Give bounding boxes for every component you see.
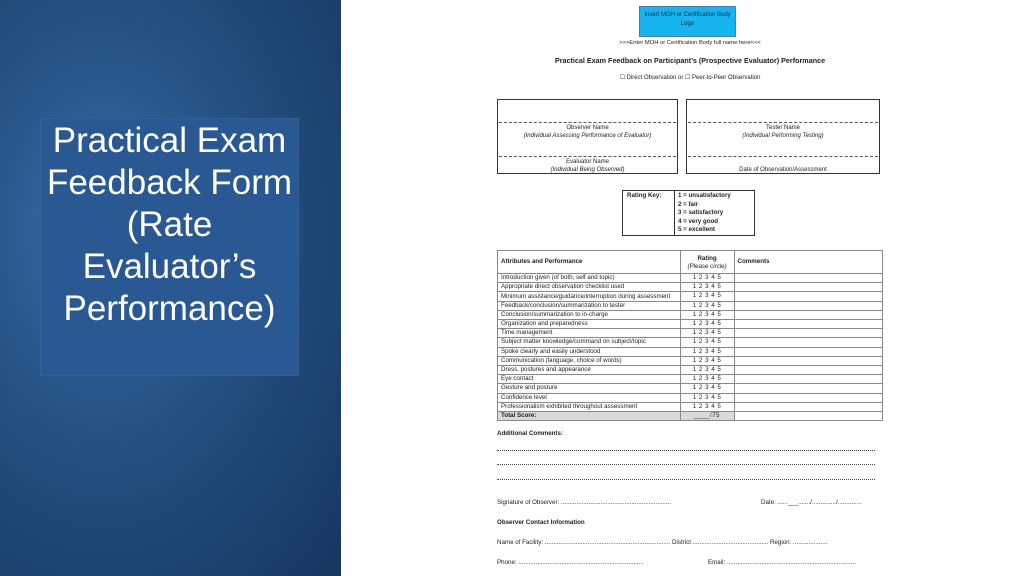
total-score-label: Total Score: [498, 412, 681, 421]
comment-cell[interactable] [734, 338, 882, 347]
logo-placeholder: Insert MOH or Certification Body Logo [639, 6, 736, 37]
date-field[interactable]: Date: ......___......./............../.............. [761, 499, 862, 506]
table-row [498, 329, 883, 338]
row-attribute: Conclusion/summarization to in-charge [498, 310, 681, 319]
row-attribute: Professionalism exhibited throughout assessment [498, 402, 681, 411]
table-row [498, 338, 883, 347]
form-subheader: >>>Enter MOH or Certification Body full name here<<< [619, 40, 761, 46]
divider [499, 156, 676, 157]
table-row [498, 384, 883, 393]
observation-type: ☐ Direct Observation or ☐ Peer-to-Peer Observation [619, 75, 761, 81]
comment-cell[interactable] [734, 402, 882, 411]
comment-cell[interactable] [734, 292, 882, 301]
rating-scale[interactable]: 1 2 3 4 5 [680, 283, 734, 292]
date-of-observation-label: Date of Observation/Assessment [739, 167, 827, 173]
tester-name-label: Tester Name [765, 125, 800, 131]
rating-scale[interactable]: 1 2 3 4 5 [680, 292, 734, 301]
row-attribute: Minimum assistance/guidance/interruption during assessment [498, 292, 681, 301]
col-header-rating [680, 251, 734, 274]
tester-name-sub: (Individual Performing Testing) [742, 133, 824, 139]
comment-cell[interactable] [734, 375, 882, 384]
rating-key-item: 3 = satisfactory [678, 209, 724, 217]
comment-cell[interactable] [734, 274, 882, 283]
comment-cell[interactable] [734, 310, 882, 319]
title-box [40, 118, 299, 376]
row-attribute: Eye contact [498, 375, 681, 384]
table-row [498, 283, 883, 292]
email-field[interactable]: Email: ........................................................................... [708, 559, 856, 566]
table-row [498, 356, 883, 365]
table-row [498, 347, 883, 356]
observer-name-sub: (Individual Assessing Performance of Evaluator) [523, 133, 652, 139]
additional-comments-label: Additional Comments: [497, 430, 563, 437]
table-row [498, 393, 883, 402]
table-row [498, 301, 883, 310]
comment-cell[interactable] [734, 356, 882, 365]
col-header-attributes: Attributes and Performance [498, 251, 681, 274]
row-attribute: Subject matter knowledge/command on subject/topic [498, 338, 681, 347]
col-header-comments: Comments [734, 251, 882, 274]
rating-scale[interactable]: 1 2 3 4 5 [680, 356, 734, 365]
divider [688, 156, 878, 157]
comment-cell[interactable] [734, 347, 882, 356]
rating-key-item: 5 = excellent [678, 226, 715, 234]
total-score-value[interactable]: ____/75 [680, 412, 734, 421]
rating-scale[interactable]: 1 2 3 4 5 [680, 274, 734, 283]
feedback-form-document [497, 0, 883, 576]
comment-cell[interactable] [734, 384, 882, 393]
left-panel [0, 0, 341, 576]
row-attribute: Gesture and posture [498, 384, 681, 393]
comment-cell[interactable] [734, 301, 882, 310]
rating-header-text: Rating [697, 254, 717, 262]
observer-name-label: Observer Name [566, 125, 609, 131]
ratings-table [497, 250, 883, 421]
rating-scale[interactable]: 1 2 3 4 5 [680, 301, 734, 310]
comment-line[interactable] [497, 464, 875, 465]
rating-scale[interactable]: 1 2 3 4 5 [680, 310, 734, 319]
comment-cell[interactable] [734, 393, 882, 402]
signature-field[interactable]: Signature of Observer: ................................................................ [497, 499, 671, 506]
phone-field[interactable]: Phone: ......................................................................... [497, 559, 644, 566]
comment-cell [734, 412, 882, 421]
evaluator-name-label: Evaluator Name [565, 159, 610, 165]
comment-cell[interactable] [734, 283, 882, 292]
row-attribute: Spoke clearly and easily understood [498, 347, 681, 356]
row-attribute: Feedback/conclusion/summarization to tester [498, 301, 681, 310]
facility-field[interactable]: Name of Facility: ......................................................................... District ............................................ Region: .................... [497, 539, 828, 546]
row-attribute: Communication (language, choice of words) [498, 356, 681, 365]
row-attribute: Introduction given (of both, self and topic) [498, 274, 681, 283]
row-attribute: Dress, postures and appearance [498, 366, 681, 375]
comment-cell[interactable] [734, 366, 882, 375]
rating-scale[interactable]: 1 2 3 4 5 [680, 375, 734, 384]
divider [674, 190, 675, 236]
form-title: Practical Exam Feedback on Participant’s (Prospective Evaluator) Performance [554, 56, 826, 65]
rating-scale[interactable]: 1 2 3 4 5 [680, 402, 734, 411]
table-row [498, 274, 883, 283]
table-row [498, 402, 883, 411]
comment-line[interactable] [497, 450, 875, 451]
rating-header-sub: (Please circle) [687, 262, 727, 270]
comment-cell[interactable] [734, 320, 882, 329]
slide-title: Practical Exam Feedback Form (Rate Evaluator’s Performance) [46, 121, 293, 328]
rating-scale[interactable]: 1 2 3 4 5 [680, 393, 734, 402]
evaluator-name-sub: (Individual Being Observed) [550, 167, 625, 173]
row-attribute: Appropriate direct observation checklist used [498, 283, 681, 292]
row-attribute: Time management [498, 329, 681, 338]
comment-line[interactable] [497, 479, 875, 480]
rating-key-item: 2 = fair [678, 200, 699, 208]
table-row [498, 375, 883, 384]
table-row [498, 292, 883, 301]
rating-key-item: 1 = unsatisfactory [678, 192, 731, 199]
rating-key-label: Rating Key: [627, 192, 662, 199]
table-row [498, 310, 883, 319]
rating-scale[interactable]: 1 2 3 4 5 [680, 329, 734, 338]
rating-key-item: 4 = very good [678, 217, 719, 225]
rating-key-list [678, 192, 731, 235]
divider [688, 122, 878, 123]
contact-heading: Observer Contact Information [497, 519, 585, 526]
row-attribute: Organization and preparedness [498, 320, 681, 329]
rating-scale[interactable]: 1 2 3 4 5 [680, 338, 734, 347]
rating-scale[interactable]: 1 2 3 4 5 [680, 320, 734, 329]
table-row [498, 366, 883, 375]
rating-scale[interactable]: 1 2 3 4 5 [680, 347, 734, 356]
rating-scale[interactable]: 1 2 3 4 5 [680, 384, 734, 393]
total-row [498, 412, 883, 421]
rating-scale[interactable]: 1 2 3 4 5 [680, 366, 734, 375]
row-attribute: Confidence level [498, 393, 681, 402]
divider [499, 122, 676, 123]
table-row [498, 320, 883, 329]
comment-cell[interactable] [734, 329, 882, 338]
